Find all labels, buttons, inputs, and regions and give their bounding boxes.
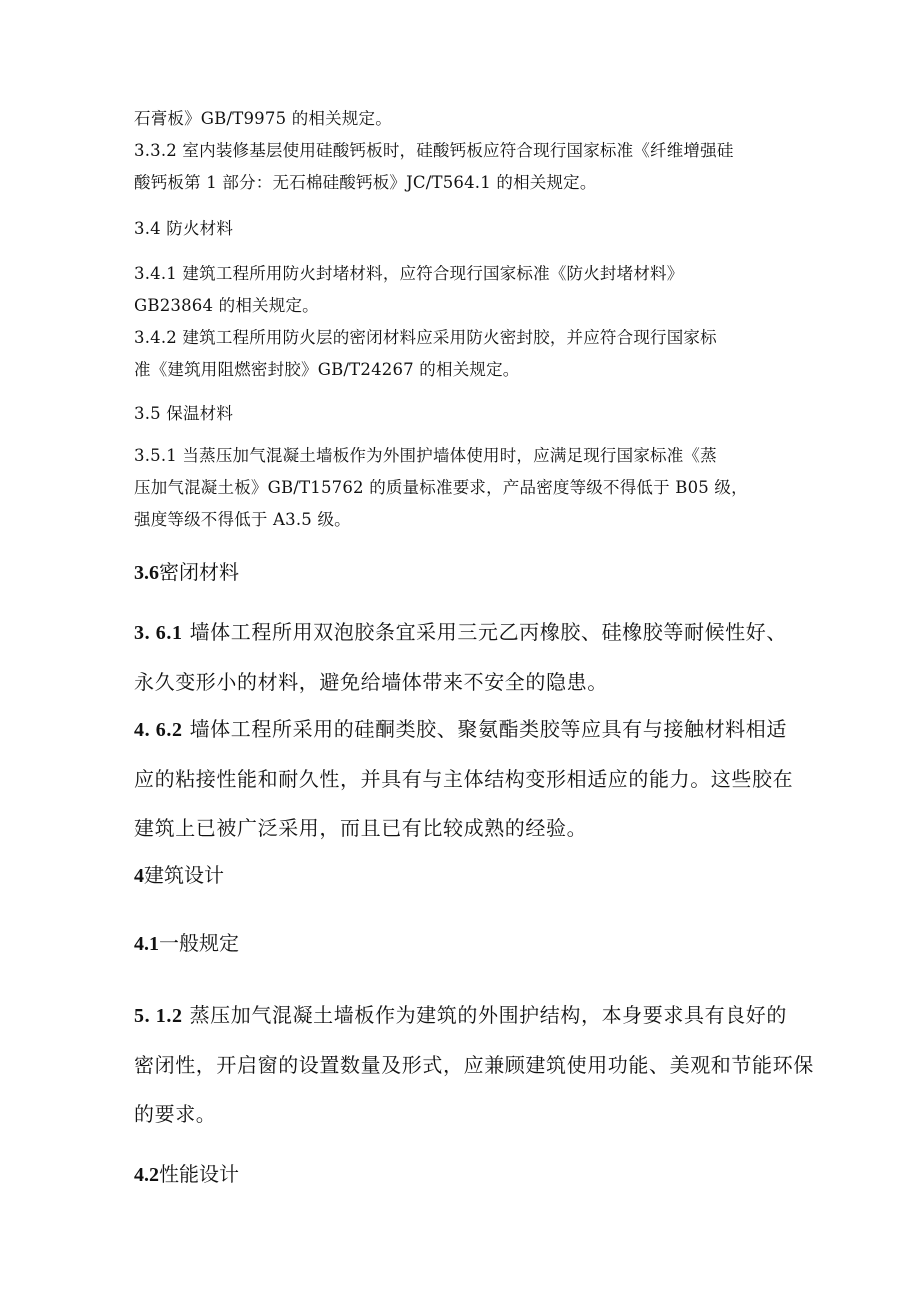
clause-number: 4. 6.2 bbox=[134, 719, 183, 741]
text-line: 压加气混凝土板》GB/T15762 的质量标准要求，产品密度等级不得低于 B05 级， bbox=[134, 478, 748, 497]
heading-3-4: 3.4 防火材料 bbox=[134, 219, 234, 238]
paragraph-3-4 bbox=[134, 258, 794, 386]
heading-number: 4.2 bbox=[134, 1164, 159, 1186]
text-line: 3.5.1 当蒸压加气混凝土墙板作为外围护墙体使用时，应满足现行国家标准《蒸 bbox=[134, 446, 717, 465]
paragraph-6-1 bbox=[134, 608, 794, 707]
text-line: 3.3.2 室内装修基层使用硅酸钙板时，硅酸钙板应符合现行国家标准《纤维增强硅 bbox=[134, 141, 734, 160]
text-line: 强度等级不得低于 A3.5 级。 bbox=[134, 510, 351, 529]
text-line: 3.4.1 建筑工程所用防火封堵材料，应符合现行国家标准《防火封堵材料》 bbox=[134, 264, 684, 283]
heading-text: 一般规定 bbox=[159, 931, 239, 955]
heading-number: 3.6 bbox=[134, 562, 159, 584]
text-line: 永久变形小的材料，避免给墙体带来不安全的隐患。 bbox=[134, 670, 608, 694]
paragraph-3-3-2 bbox=[134, 103, 794, 199]
heading-4-2 bbox=[134, 1160, 794, 1189]
paragraph-6-2 bbox=[134, 705, 794, 853]
heading-number: 4.1 bbox=[134, 933, 159, 955]
text-line: 应的粘接性能和耐久性，并具有与主体结构变形相适应的能力。这些胶在 bbox=[134, 767, 794, 791]
text-line: 密闭性，开启窗的设置数量及形式，应兼顾建筑使用功能、美观和节能环保 bbox=[134, 1053, 814, 1077]
text-line: GB23864 的相关规定。 bbox=[134, 296, 319, 315]
heading-3-5: 3.5 保温材料 bbox=[134, 404, 234, 423]
clause-number: 5. 1.2 bbox=[134, 1005, 183, 1027]
text-line: 石膏板》GB/T9975 的相关规定。 bbox=[134, 109, 392, 128]
text-line: 酸钙板第 1 部分：无石棉硅酸钙板》JC/T564.1 的相关规定。 bbox=[134, 173, 597, 192]
text-line: 3.4.2 建筑工程所用防火层的密闭材料应采用防火密封胶，并应符合现行国家标 bbox=[134, 328, 717, 347]
heading-4-1 bbox=[134, 929, 794, 958]
clause-number: 3. 6.1 bbox=[134, 622, 183, 644]
text-line: 建筑上已被广泛采用，而且已有比较成熟的经验。 bbox=[134, 816, 588, 840]
heading-3-6 bbox=[134, 558, 794, 587]
text-line: 5. 1.2 蒸压加气混凝土墙板作为建筑的外围护结构，本身要求具有良好的 bbox=[134, 1003, 787, 1027]
paragraph-1-2 bbox=[134, 991, 814, 1139]
heading-number: 4 bbox=[134, 865, 144, 887]
text-line: 的要求。 bbox=[134, 1102, 217, 1126]
paragraph-3-5-1 bbox=[134, 440, 794, 536]
text-line: 3. 6.1 墙体工程所用双泡胶条宜采用三元乙丙橡胶、硅橡胶等耐候性好、 bbox=[134, 620, 787, 644]
heading-text: 密闭材料 bbox=[159, 560, 239, 584]
heading-text: 性能设计 bbox=[159, 1162, 239, 1186]
text-line: 准《建筑用阻燃密封胶》GB/T24267 的相关规定。 bbox=[134, 360, 520, 379]
heading-text: 建筑设计 bbox=[144, 863, 224, 887]
text-line: 4. 6.2 墙体工程所采用的硅酮类胶、聚氨酯类胶等应具有与接触材料相适 bbox=[134, 717, 787, 741]
heading-4 bbox=[134, 861, 794, 890]
